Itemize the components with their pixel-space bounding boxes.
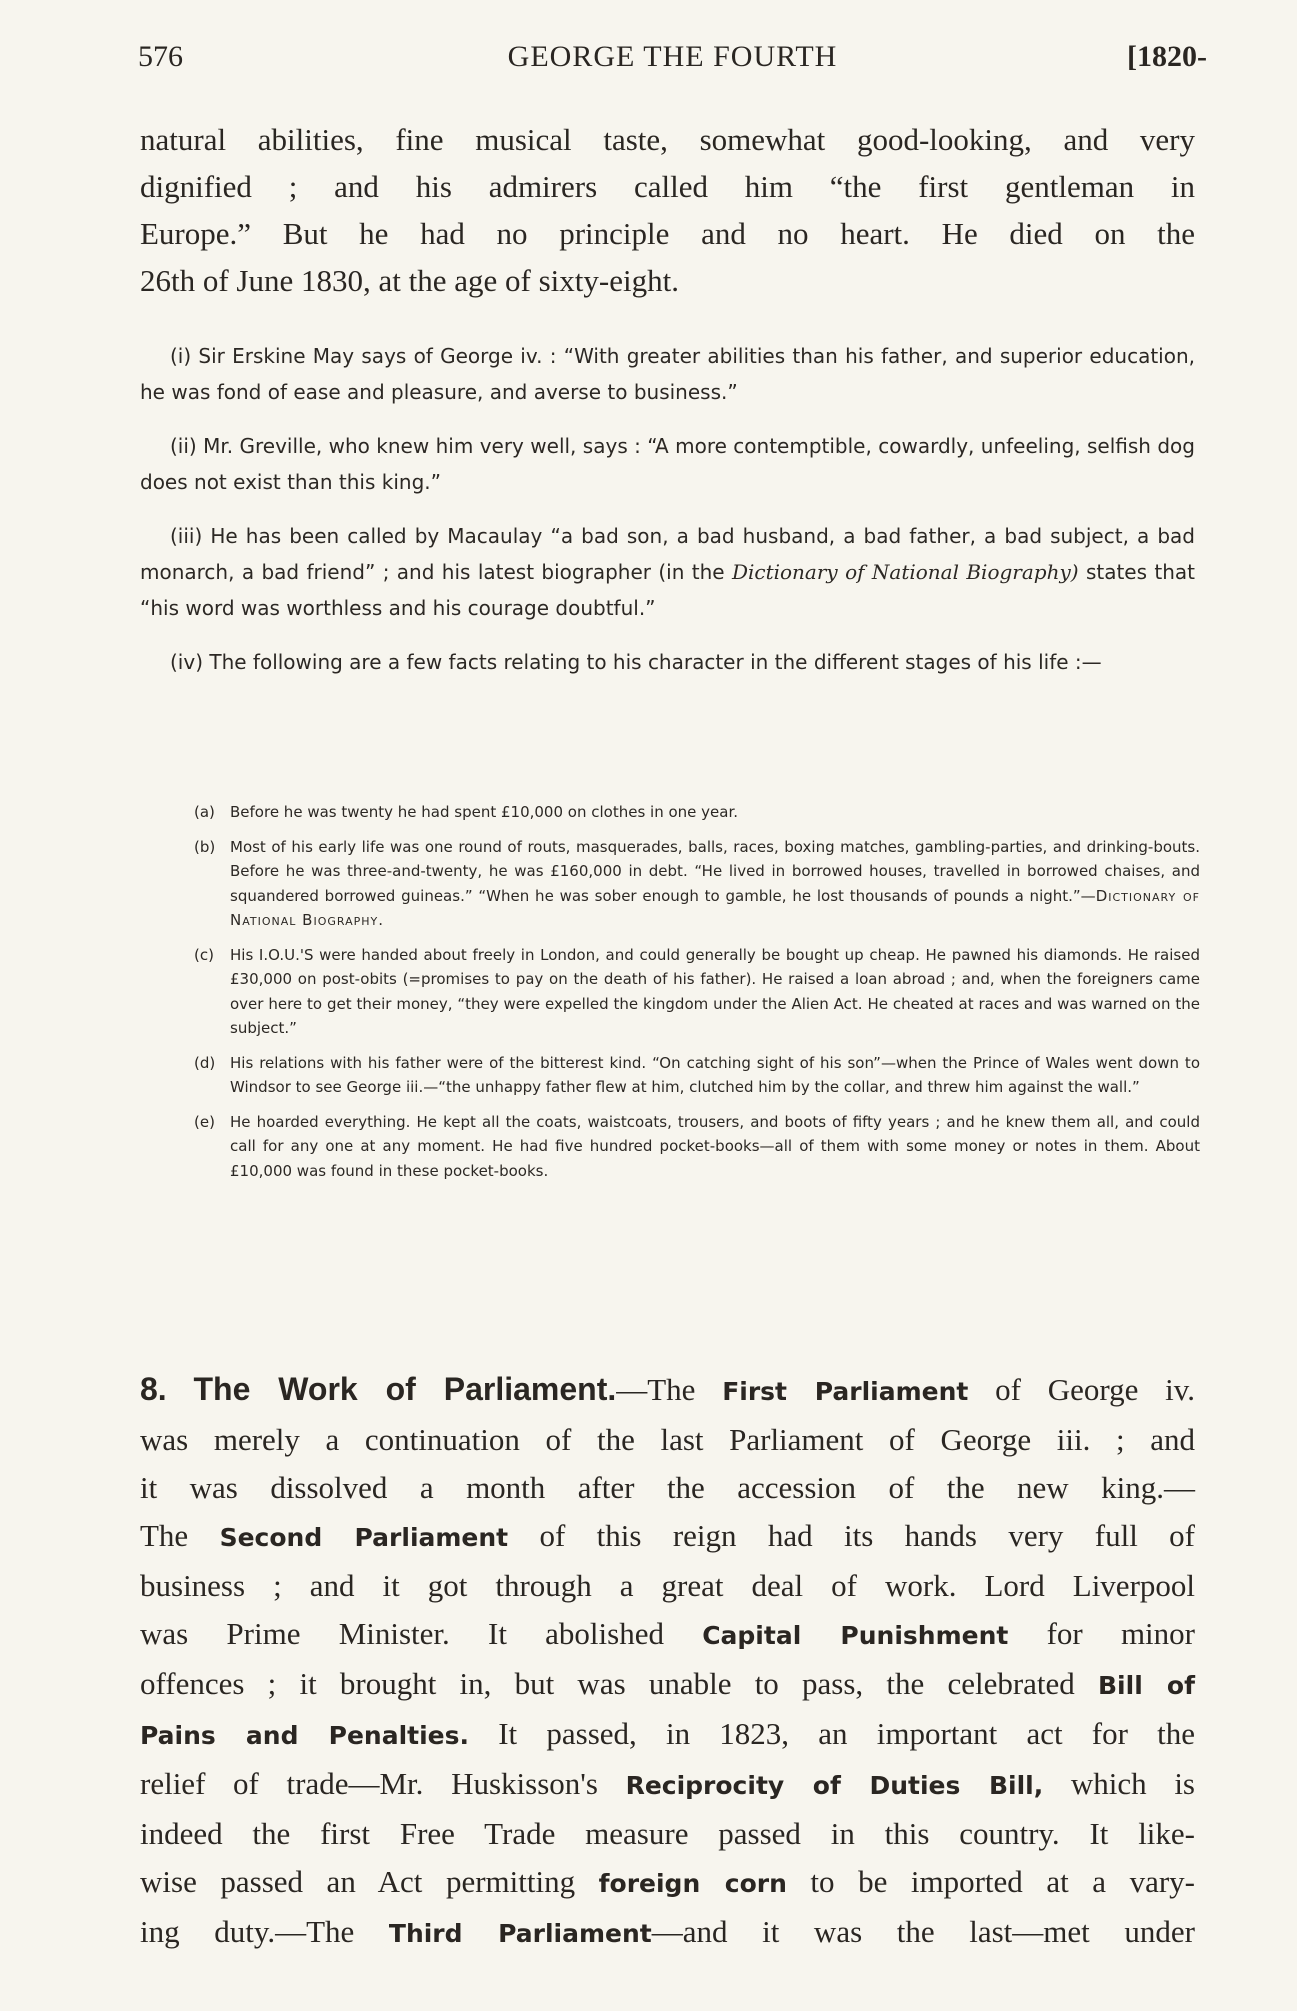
- text-line: dignified ; and his admirers called him “the first gentleman in: [140, 169, 1195, 204]
- text-span: of this reign had its hands very full of: [508, 1518, 1195, 1553]
- text-line: 26th of June 1830, at the age of sixty-eight.: [140, 263, 679, 298]
- fact-mark: (e): [194, 1112, 215, 1131]
- character-notes: [140, 338, 1195, 698]
- text-line: [140, 1660, 1195, 1710]
- section-8: [140, 1365, 1195, 1958]
- year-marker: [1820-: [1127, 40, 1207, 73]
- note-iv: (iv) The following are a few facts relating to his character in the different stages of his life :—: [170, 650, 1102, 674]
- keyword: First Parliament: [722, 1377, 969, 1406]
- text-line: it was dissolved a month after the accession of the new king.—: [140, 1470, 1195, 1505]
- text-line: [140, 1908, 1195, 1958]
- text-span: —The: [616, 1372, 723, 1407]
- text-span: was Prime Minister. It abolished: [140, 1616, 703, 1651]
- running-header: [138, 40, 1207, 84]
- note-iii-italic: Dictionary of National Biography): [731, 560, 1079, 584]
- text-line: [140, 1610, 1195, 1660]
- keyword: Second Parliament: [219, 1523, 509, 1552]
- text-span: relief of trade—Mr. Huskisson's: [140, 1766, 626, 1801]
- text-line: [140, 1760, 1195, 1810]
- note-iii-text: (iii) He has been called by Macaulay “a bad son, a bad husband, a bad father, a bad subject, a bad monarch, a bad friend” ; and his latest biographer (in the: [140, 524, 1195, 584]
- keyword: Pains and Penalties.: [140, 1721, 470, 1750]
- fact-b: [194, 835, 1200, 933]
- keyword: foreign corn: [598, 1869, 787, 1898]
- note-i: (i) Sir Erskine May says of George iv. : “With greater abilities than his father, and superior education, he was fond of ease and pleasure, and averse to business.”: [140, 344, 1195, 404]
- text-line: natural abilities, fine musical taste, somewhat good-looking, and very: [140, 122, 1195, 157]
- fact-e: [194, 1110, 1200, 1184]
- text-span: ing duty.—The: [140, 1914, 389, 1949]
- text-span: The: [140, 1518, 220, 1553]
- text-span: of George iv.: [968, 1372, 1196, 1407]
- text-line: indeed the first Free Trade measure passed in this country. It like-: [140, 1816, 1195, 1851]
- intro-paragraph: [140, 116, 1195, 304]
- text-line: [140, 1710, 1195, 1760]
- text-span: for minor: [1008, 1616, 1195, 1651]
- text-span: offences ; it brought in, but was unable to pass, the celebrated: [140, 1666, 1098, 1701]
- text-span: wise passed an Act permitting: [140, 1864, 599, 1899]
- keyword: Capital Punishment: [702, 1621, 1009, 1650]
- text-line: business ; and it got through a great deal of work. Lord Liverpool: [140, 1568, 1195, 1603]
- keyword: Third Parliament: [388, 1919, 652, 1948]
- text-line: was merely a continuation of the last Parliament of George iii. ; and: [140, 1422, 1195, 1457]
- fact-mark: (c): [194, 945, 214, 964]
- fact-text: His I.O.U.'S were handed about freely in London, and could generally be bought up cheap. He pawned his diamonds. He raised £30,000 on post-obits (=promises to pay on the death of his father). He raised a loan abroad ; and, when the foreigners came over here to get their money, “they were expelled the kingdom under the Alien Act. He cheated at races and was warned on the subject.”: [230, 945, 1200, 1037]
- fact-a: [194, 800, 1200, 825]
- fact-mark: (b): [194, 837, 216, 856]
- text-line: Europe.” But he had no principle and no heart. He died on the: [140, 216, 1195, 251]
- fact-text: Most of his early life was one round of routs, masquerades, balls, races, boxing matches, gambling-parties, and drinking-bouts. Before he was three-and-twenty, he was £160,000 in debt. “He lived in borrowed houses, travelled in borrowed chaises, and squandered borrowed guineas.” “When he was sober enough to gamble, he lost thousands of pounds a night.”—: [230, 837, 1200, 905]
- keyword: Reciprocity of Duties Bill,: [625, 1771, 1044, 1800]
- text-span: which is: [1043, 1766, 1195, 1801]
- note-iii: [140, 518, 1195, 626]
- facts-list: [194, 800, 1200, 1193]
- text-span: It passed, in 1823, an important act for the: [469, 1716, 1196, 1751]
- section-heading: The Work of Parliament.: [193, 1371, 617, 1407]
- fact-d: [194, 1051, 1200, 1100]
- note-ii: (ii) Mr. Greville, who knew him very well, says : “A more contemptible, cowardly, unfeeling, selfish dog does not exist than this king.”: [140, 434, 1195, 494]
- text-span: to be imported at a vary-: [786, 1864, 1195, 1899]
- fact-c: [194, 943, 1200, 1041]
- fact-text: Before he was twenty he had spent £10,000 on clothes in one year.: [230, 803, 739, 821]
- fact-mark: (d): [194, 1053, 216, 1072]
- keyword: Bill of: [1098, 1671, 1195, 1700]
- fact-mark: (a): [194, 803, 215, 821]
- note-iii-text-end: states that “his word was worthless and his courage doubtful.”: [140, 560, 1196, 620]
- page-number: 576: [138, 40, 183, 73]
- text-line: [140, 1858, 1195, 1908]
- section-number: 8.: [140, 1371, 167, 1407]
- text-line: [140, 1512, 1195, 1562]
- fact-source: Dictionary of National Biography.: [230, 886, 1200, 929]
- fact-text: He hoarded everything. He kept all the coats, waistcoats, trousers, and boots of fifty years ; and he knew them all, and could call for any one at any moment. He had five hundred pocket-books—all of them with some money or notes in them. About £10,000 was found in these pocket-books.: [230, 1112, 1200, 1180]
- running-title: GEORGE THE FOURTH: [507, 40, 838, 73]
- fact-text: His relations with his father were of the bitterest kind. “On catching sight of his son”—when the Prince of Wales went down to Windsor to see George iii.—“the unhappy father flew at him, clutched him by the collar, and threw him against the wall.”: [230, 1053, 1200, 1096]
- text-line: [140, 1365, 1195, 1416]
- text-span: —and it was the last—met under: [651, 1914, 1195, 1949]
